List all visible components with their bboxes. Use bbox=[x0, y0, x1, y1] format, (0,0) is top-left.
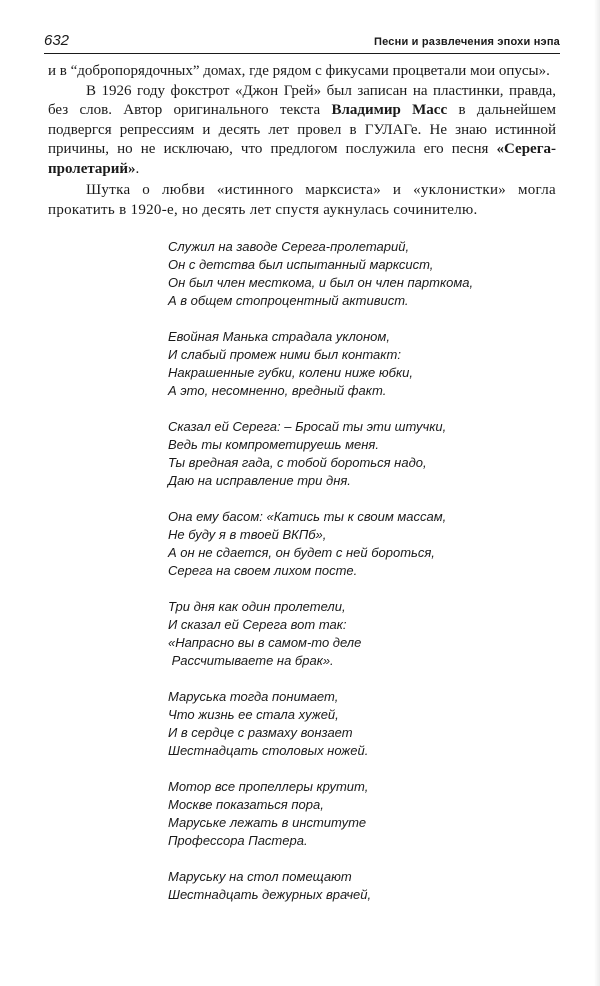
page-edge-shadow bbox=[594, 0, 600, 986]
poem-line: Не буду я в твоей ВКПб», bbox=[168, 527, 327, 542]
poem-line: Он с детства был испытанный марксист, bbox=[168, 257, 434, 272]
poem-stanza bbox=[168, 238, 528, 310]
poem-stanza bbox=[168, 868, 528, 904]
poem-line: Шестнадцать дежурных врачей, bbox=[168, 887, 372, 902]
poem-line: Маруську на стол помещают bbox=[168, 869, 352, 884]
poem-line: Рассчитываете на брак». bbox=[168, 653, 334, 668]
song-title: «Серега-пролетарий» bbox=[48, 141, 556, 177]
poem-line: Ведь ты компрометируешь меня. bbox=[168, 437, 379, 452]
poem-line: Три дня как один пролетели, bbox=[168, 599, 346, 614]
poem-line: И сказал ей Серега вот так: bbox=[168, 617, 347, 632]
poem-line: Маруська тогда понимает, bbox=[168, 689, 339, 704]
paragraph-2-end: . bbox=[135, 160, 140, 177]
poem-stanza bbox=[168, 688, 528, 760]
poem bbox=[168, 238, 528, 922]
poem-line: Служил на заводе Серега-пролетарий, bbox=[168, 239, 410, 254]
poem-line: Что жизнь ее стала хужей, bbox=[168, 707, 339, 722]
poem-line: Серега на своем лихом посте. bbox=[168, 563, 358, 578]
paragraph-1: и в “добропорядочных” домах, где рядом с фикусами процветали мои опусы». bbox=[48, 63, 550, 79]
poem-line: А он не сдается, он будет с ней бороться, bbox=[168, 545, 435, 560]
poem-stanza bbox=[168, 328, 528, 400]
poem-stanza bbox=[168, 418, 528, 490]
prose-body bbox=[48, 62, 556, 220]
poem-line: Евойная Манька страдала уклоном, bbox=[168, 329, 390, 344]
author-name: Владимир Масс bbox=[331, 102, 448, 118]
poem-line: Ты вредная гада, с тобой бороться надо, bbox=[168, 455, 427, 470]
paragraph-3: Шутка о любви «истинного марксиста» и «уклонистки» могла прокатить в 1920-е, но десять лет спустя аукнулась сочинителю. bbox=[48, 182, 556, 218]
poem-line: И в сердце с размаху вонзает bbox=[168, 725, 353, 740]
header-rule bbox=[44, 53, 560, 54]
poem-line: Шестнадцать столовых ножей. bbox=[168, 743, 369, 758]
page-header bbox=[44, 26, 560, 54]
poem-line: Москве показаться пора, bbox=[168, 797, 324, 812]
poem-line: Сказал ей Серега: – Бросай ты эти штучки, bbox=[168, 419, 447, 434]
paragraph-2-text-b: в дальнейшем подвергся репрессиям и десять лет провел в ГУЛАГе. Не знаю истинной причины, но не исключаю, что предлогом послужила его песня bbox=[48, 102, 556, 157]
poem-line: Мотор все пропеллеры крутит, bbox=[168, 779, 369, 794]
poem-line: А это, несомненно, вредный факт. bbox=[168, 383, 387, 398]
poem-line: Накрашенные губки, колени ниже юбки, bbox=[168, 365, 413, 380]
paragraph-2-text-a: В 1926 году фокстрот «Джон Грей» был записан на пластинки, правда, без слов. Автор оригинального текста bbox=[48, 82, 556, 118]
poem-stanza bbox=[168, 508, 528, 580]
poem-line: Она ему басом: «Катись ты к своим массам, bbox=[168, 509, 447, 524]
poem-line: А в общем стопроцентный активист. bbox=[168, 293, 409, 308]
poem-stanza bbox=[168, 778, 528, 850]
poem-line: Даю на исправление три дня. bbox=[168, 473, 351, 488]
poem-stanza bbox=[168, 598, 528, 670]
poem-line: Маруське лежать в институте bbox=[168, 815, 367, 830]
poem-line: «Напрасно вы в самом-то деле bbox=[168, 635, 362, 650]
poem-line: И слабый промеж ними был контакт: bbox=[168, 347, 401, 362]
paragraph-2 bbox=[48, 82, 556, 180]
poem-line: Он был член месткома, и был он член парткома, bbox=[168, 275, 474, 290]
poem-line: Профессора Пастера. bbox=[168, 833, 308, 848]
running-title: Песни и развлечения эпохи нэпа bbox=[374, 36, 560, 48]
page-number: 632 bbox=[44, 32, 70, 49]
